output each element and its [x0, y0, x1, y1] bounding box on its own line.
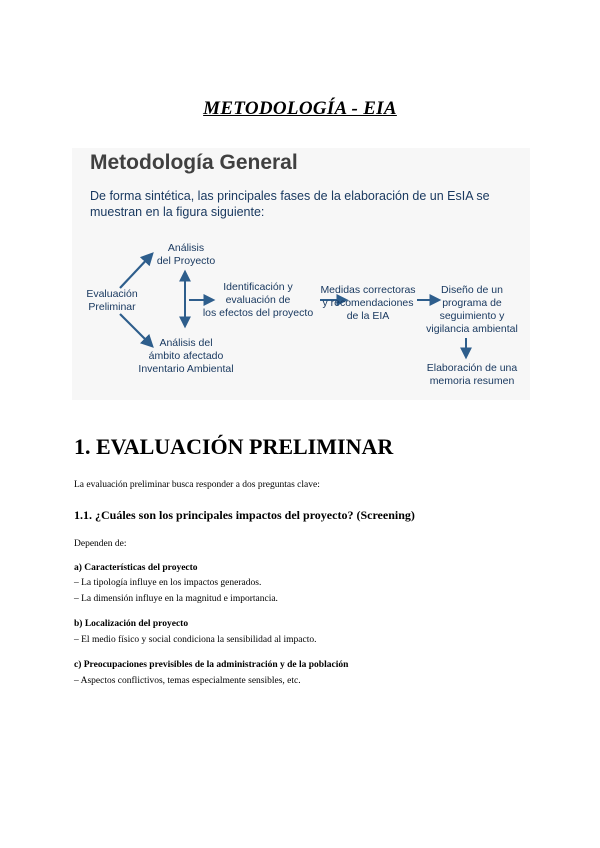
node-memoria: Elaboración de una memoria resumen: [426, 362, 518, 387]
node-identificacion: Identificación y evaluación de los efectos del proyecto: [202, 281, 314, 319]
document-title: METODOLOGÍA - EIA: [203, 98, 397, 119]
methodology-figure: [72, 148, 530, 400]
list-item: – La dimensión influye en la magnitud e importancia.: [74, 594, 278, 604]
figure-heading: Metodología General: [90, 151, 298, 174]
node-analisis-ambito: Análisis del ámbito afectado Inventario Ambiental: [138, 337, 234, 375]
node-evaluacion-preliminar: Evaluación Preliminar: [86, 288, 138, 313]
group-b-title: b) Localización del proyecto: [74, 619, 189, 629]
section-heading: 1. EVALUACIÓN PRELIMINAR: [74, 434, 394, 459]
node-medidas: Medidas correctoras y recomendaciones de la EIA: [320, 284, 416, 322]
node-analisis-proyecto: Análisis del Proyecto: [156, 242, 216, 267]
section-intro: La evaluación preliminar busca responder a dos preguntas clave:: [74, 480, 320, 490]
group-a-title: a) Características del proyecto: [74, 563, 198, 573]
list-item: – La tipología influye en los impactos generados.: [74, 578, 262, 588]
list-item: – Aspectos conflictivos, temas especialmente sensibles, etc.: [74, 676, 301, 686]
group-c-title: c) Preocupaciones previsibles de la administración y de la población: [74, 660, 349, 670]
figure-intro: De forma sintética, las principales fases de la elaboración de un EsIA se muestran en la figura siguiente:: [90, 189, 490, 219]
list-item: – El medio físico y social condiciona la sensibilidad al impacto.: [74, 635, 317, 645]
subsection-heading: 1.1. ¿Cuáles son los principales impactos del proyecto? (Screening): [74, 508, 415, 522]
depend-label: Dependen de:: [74, 539, 127, 549]
node-diseno: Diseño de un programa de seguimiento y vigilancia ambiental: [426, 284, 518, 335]
